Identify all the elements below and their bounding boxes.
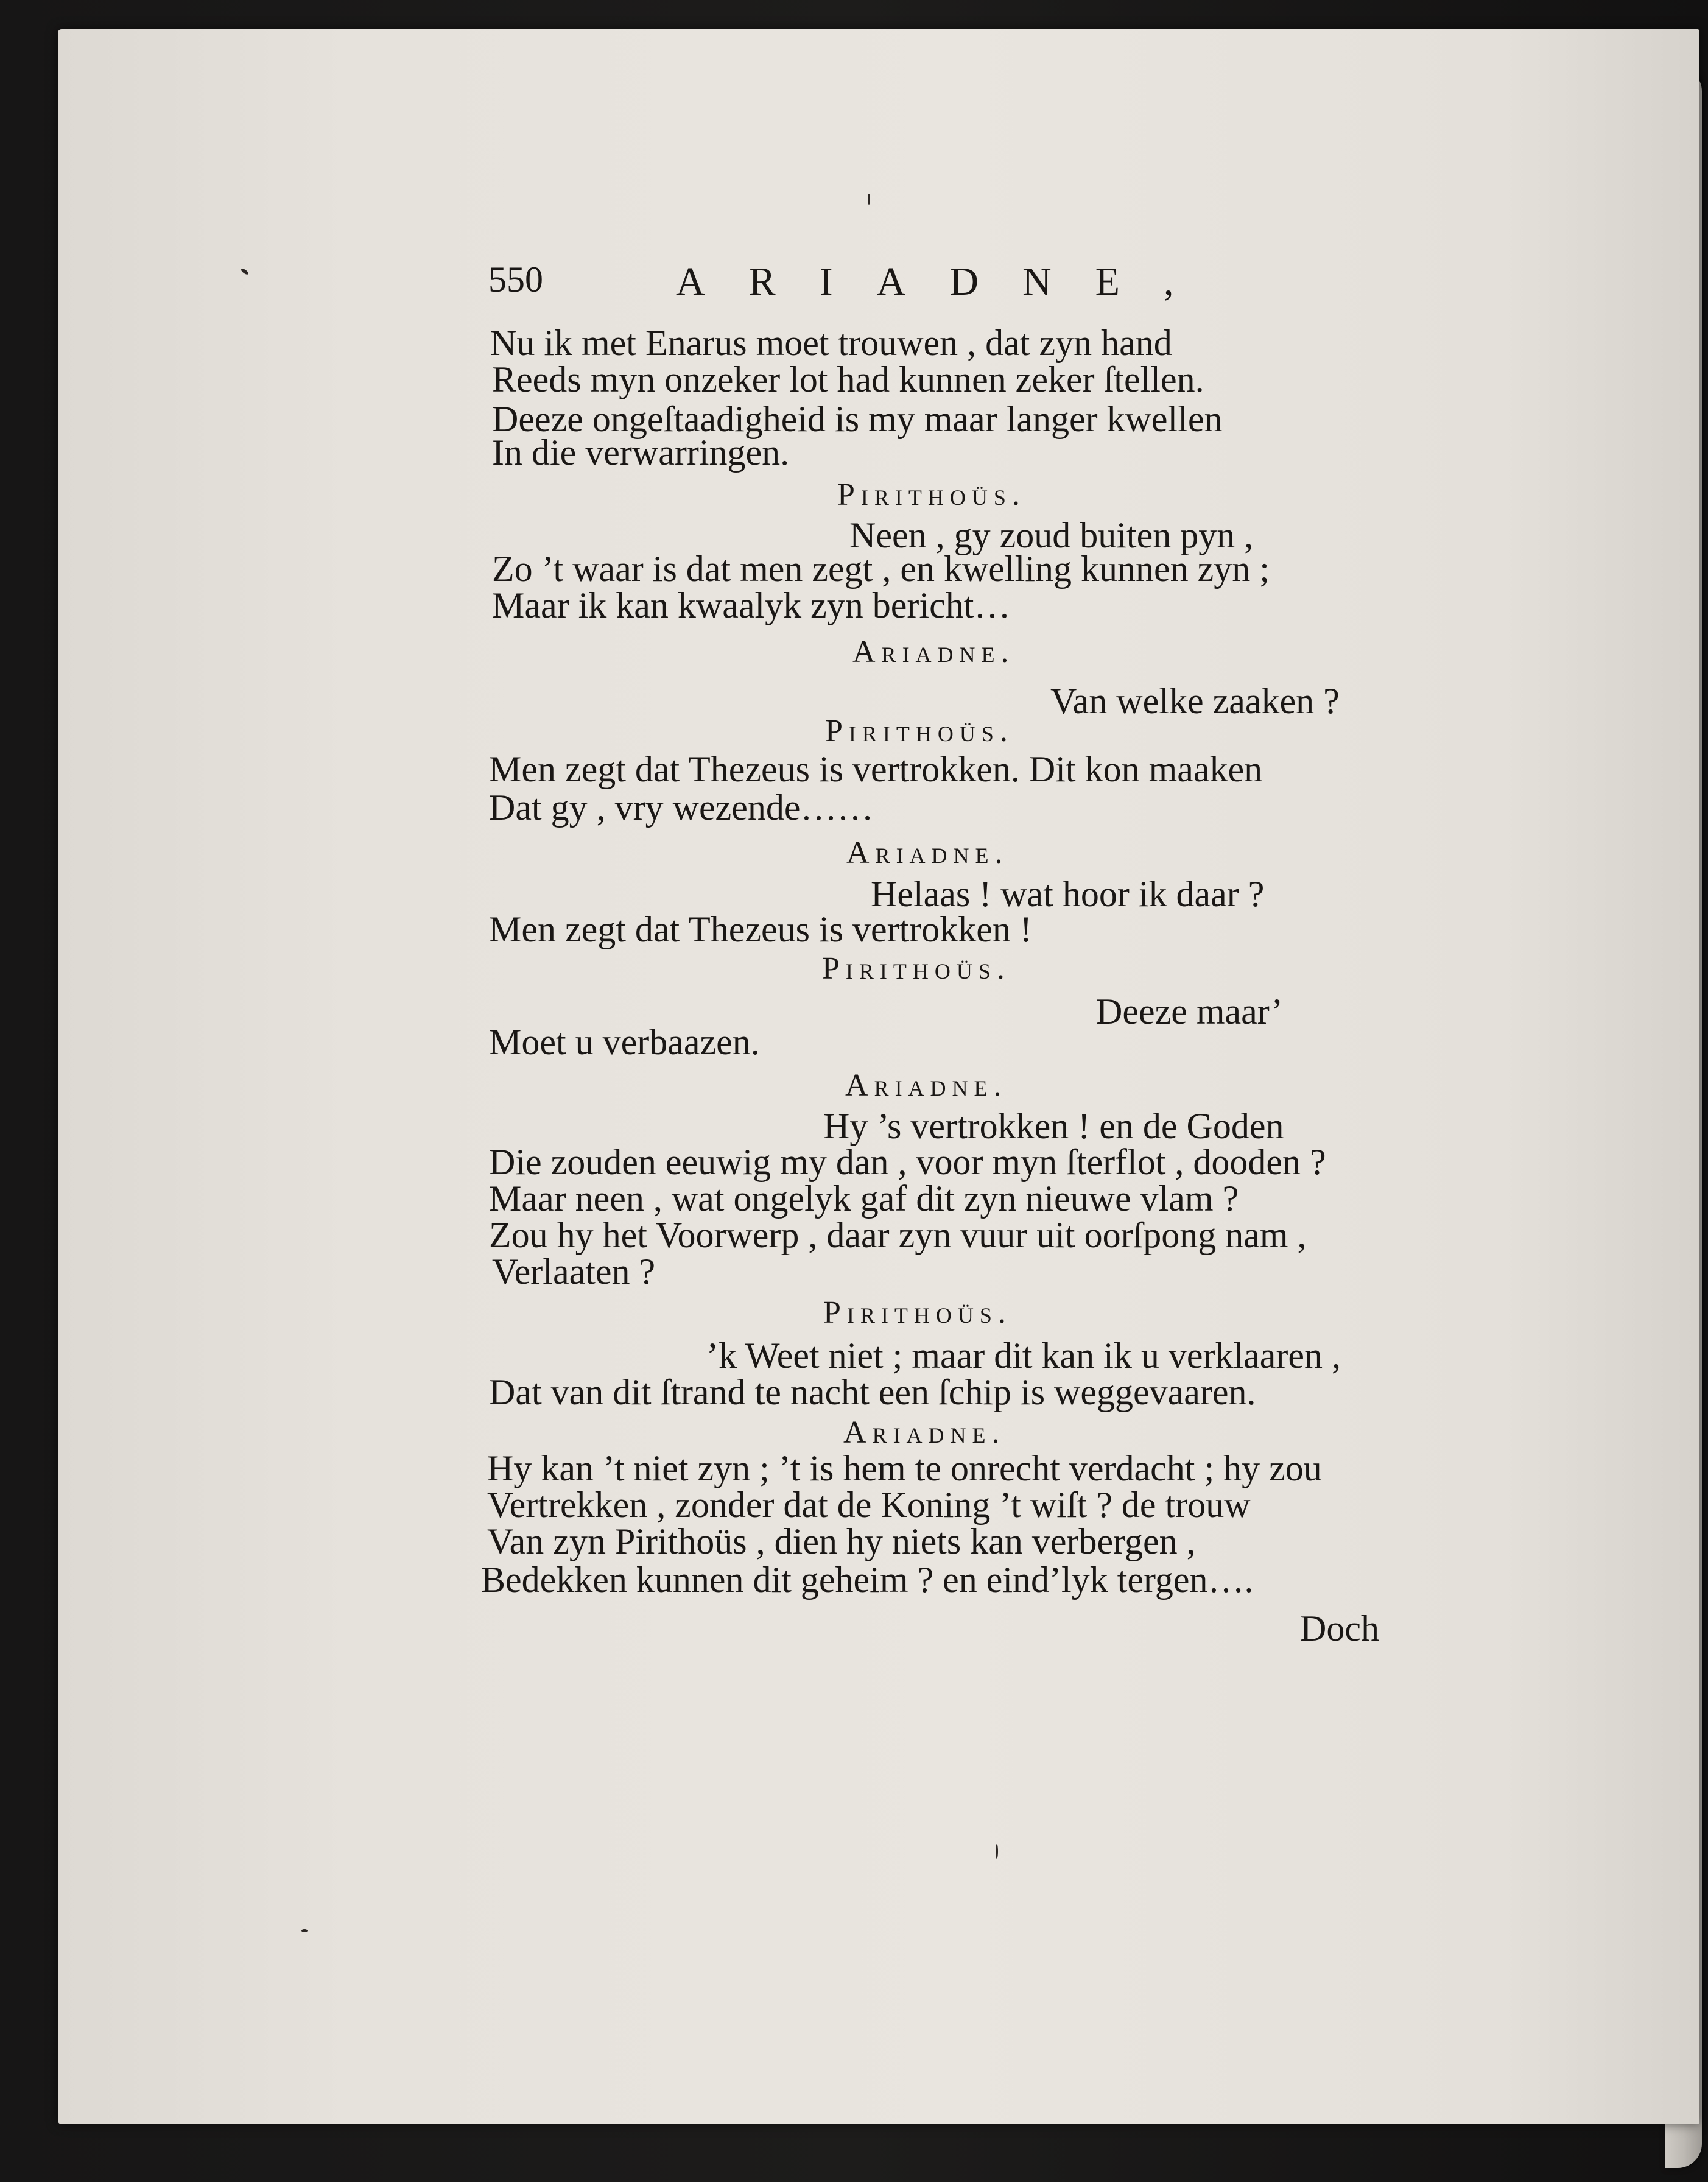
verse-line: Deeze maar’ bbox=[1096, 991, 1283, 1032]
verse-line: Dat van dit ſtrand te nacht een ſchip is weggevaaren. bbox=[489, 1372, 1256, 1412]
verse-line: Men zegt dat Thezeus is vertrokken ! bbox=[489, 909, 1032, 949]
verse-line: Zou hy het Voorwerp , daar zyn vuur uit oorſpong nam , bbox=[489, 1215, 1307, 1255]
speaker-name: Ariadne. bbox=[846, 836, 1009, 870]
verse-line: Nu ik met Enarus moet trouwen , dat zyn hand bbox=[490, 323, 1172, 363]
verse-line: Hy ’s vertrokken ! en de Goden bbox=[823, 1106, 1284, 1146]
speaker-name: Ariadne. bbox=[852, 635, 1015, 669]
verse-line: Men zegt dat Thezeus is vertrokken. Dit kon maaken bbox=[489, 749, 1263, 789]
running-title: ARIADNE, bbox=[676, 259, 1218, 304]
verse-line: Vertrekken , zonder dat de Koning ’t wiſt ? de trouw bbox=[487, 1485, 1251, 1525]
verse-line: Maar neen , wat ongelyk gaf dit zyn nieuwe vlam ? bbox=[489, 1178, 1239, 1219]
speaker-name: Ariadne. bbox=[845, 1068, 1008, 1103]
speaker-name: Pirithoüs. bbox=[825, 714, 1014, 748]
verse-line: In die verwarringen. bbox=[492, 432, 790, 473]
paper-speck bbox=[868, 194, 870, 205]
page-number: 550 bbox=[488, 259, 543, 300]
verse-line: Deeze ongeſtaadigheid is my maar langer kwellen bbox=[492, 399, 1223, 439]
verse-line: Helaas ! wat hoor ik daar ? bbox=[871, 874, 1265, 914]
paper-speck bbox=[301, 1929, 308, 1932]
speaker-name: Pirithoüs. bbox=[823, 1295, 1012, 1330]
verse-line: Die zouden eeuwig my dan , voor myn ſterflot , dooden ? bbox=[489, 1142, 1326, 1182]
verse-line: Van welke zaaken ? bbox=[1050, 681, 1340, 721]
verse-line: Reeds myn onzeker lot had kunnen zeker ſtellen. bbox=[492, 359, 1204, 399]
verse-line: Moet u verbaazen. bbox=[489, 1022, 760, 1062]
speaker-name: Pirithoüs. bbox=[837, 477, 1026, 512]
verse-line: Van zyn Pirithoüs , dien hy niets kan verbergen , bbox=[487, 1521, 1196, 1561]
verse-line: Maar ik kan kwaalyk zyn bericht… bbox=[492, 585, 1011, 625]
verse-line: Dat gy , vry wezende…… bbox=[489, 787, 874, 828]
verse-line: Verlaaten ? bbox=[492, 1251, 656, 1292]
verse-line: Bedekken kunnen dit geheim ? en eind’lyk tergen…. bbox=[481, 1560, 1254, 1600]
verse-line: Hy kan ’t niet zyn ; ’t is hem te onrecht verdacht ; hy zou bbox=[487, 1448, 1322, 1488]
verse-line: Zo ’t waar is dat men zegt , en kwelling kunnen zyn ; bbox=[492, 549, 1270, 589]
catchword: Doch bbox=[1300, 1608, 1379, 1649]
speaker-name: Ariadne. bbox=[843, 1415, 1006, 1450]
verse-line: Neen , gy zoud buiten pyn , bbox=[849, 515, 1254, 555]
paper-speck bbox=[241, 268, 250, 276]
speaker-name: Pirithoüs. bbox=[822, 951, 1011, 986]
verse-line: ’k Weet niet ; maar dit kan ik u verklaaren , bbox=[706, 1336, 1341, 1376]
paper-speck bbox=[996, 1844, 998, 1859]
